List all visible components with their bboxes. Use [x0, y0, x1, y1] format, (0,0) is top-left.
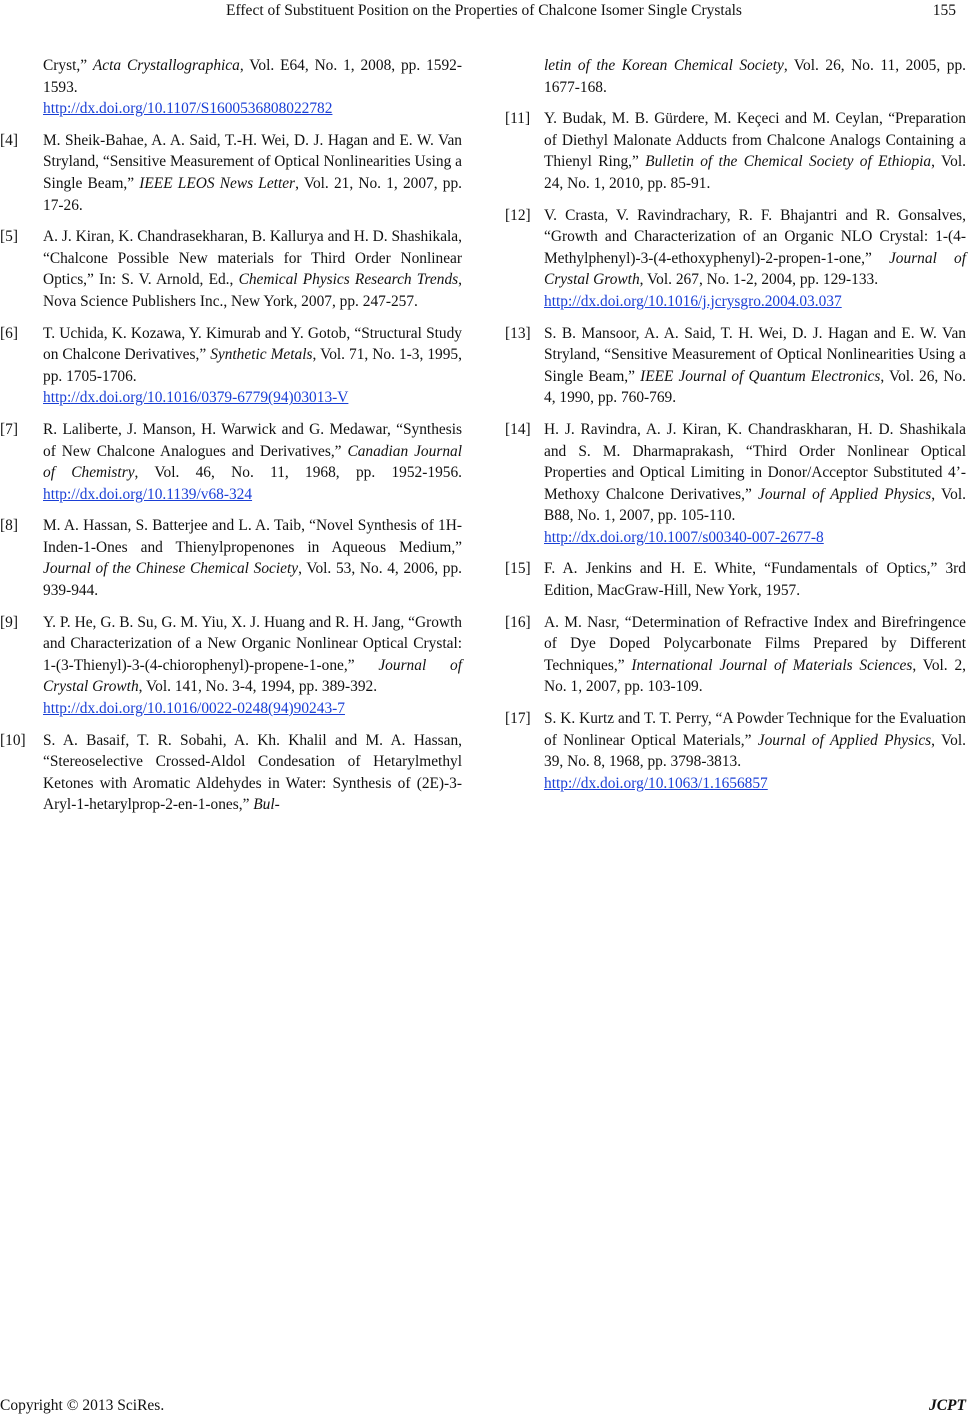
ref-text: A. M. Nasr, “Determination of Refractive Index and Birefringence of Dye Doped Polycarbonate Films Prepared by Different Techniques,” — [544, 613, 966, 674]
reference-item — [0, 419, 462, 505]
reference-item — [505, 612, 966, 698]
page-number: 155 — [932, 2, 956, 19]
ref-journal: IEEE Journal of Quantum Electronics — [640, 367, 881, 385]
reference-item — [505, 419, 966, 549]
doi-link[interactable]: http://dx.doi.org/10.1007/s00340-007-2677-8 — [544, 528, 824, 546]
ref-journal: International Journal of Materials Sciences — [631, 656, 913, 674]
ref-text: R. Laliberte, J. Manson, H. Warwick and G. Medawar, “Synthesis of New Chalcone Analogues and Derivatives,” — [43, 420, 462, 460]
ref-text-after: , Vol. 267, No. 1-2, 2004, pp. 129-133. — [639, 271, 879, 289]
ref-number: [4] — [0, 131, 18, 149]
ref-text-after: , Vol. 24, No. 1, 2010, pp. 85-91. — [544, 153, 966, 192]
ref-number: [12] — [505, 206, 531, 224]
ref-number: [10] — [0, 731, 26, 749]
ref-journal: Journal of Crystal Growth — [43, 656, 463, 696]
ref-journal: Journal of the Chinese Chemical Society — [43, 560, 299, 578]
doi-link[interactable]: http://dx.doi.org/10.1063/1.1656857 — [544, 774, 768, 792]
doi-link[interactable]: http://dx.doi.org/10.1016/0022-0248(94)90243-7 — [43, 700, 345, 718]
ref-number: [7] — [0, 420, 18, 438]
running-title: Effect of Substituent Position on the Properties of Chalcone Isomer Single Crystals — [226, 2, 742, 19]
ref-number: [9] — [0, 613, 18, 631]
ref-text: A. J. Kiran, K. Chandrasekharan, B. Kallurya and H. D. Shashikala, “Chalcone Possible New materials for Third Order Nonlinear Optics,” In: S. V. Arnold, Ed., — [43, 228, 462, 289]
ref-text: V. Crasta, V. Ravindrachary, R. F. Bhajantri and R. Gonsalves, “Growth and Characterization of an Organic NLO Crystal: 1-(4-Methylphenyl)-3-(4-ethoxyphenyl)-2-propen-1-one,” — [544, 206, 966, 267]
ref-text: M. Sheik-Bahae, A. A. Said, T.-H. Wei, D. J. Hagan and E. W. Van Stryland, “Sensitive Measurement of Optical Nonlinearities Using a Single Beam,” — [43, 131, 462, 192]
ref-number: [15] — [505, 560, 531, 578]
ref-text-after: , Vol. 53, No. 4, 2006, pp. 939-944. — [43, 560, 462, 600]
ref-journal: Journal of Applied Physics — [758, 485, 932, 503]
ref-number: [8] — [0, 517, 18, 535]
ref-journal: Chemical Physics Research Trends — [238, 271, 459, 289]
doi-link[interactable]: http://dx.doi.org/10.1016/j.jcrysgro.2004.03.037 — [544, 292, 842, 310]
reference-item — [0, 226, 462, 312]
ref-text-after: , Vol. 21, No. 1, 2007, pp. 17-26. — [43, 174, 462, 214]
ref-journal: Synthetic Metals — [210, 346, 313, 364]
reference-item — [505, 205, 966, 313]
ref-text-after: , Vol. 71, No. 1-3, 1995, pp. 1705-1706. — [43, 346, 462, 385]
reference-item — [0, 130, 462, 216]
ref-number: [6] — [0, 324, 18, 342]
ref-number: [17] — [505, 710, 531, 728]
doi-link[interactable]: http://dx.doi.org/10.1107/S1600536808022782 — [43, 100, 333, 118]
ref-number: [11] — [505, 110, 531, 128]
reference-item — [0, 730, 462, 816]
reference-item — [505, 323, 966, 409]
ref-text: Y. P. He, G. B. Su, G. M. Yiu, X. J. Huang and R. H. Jang, “Growth and Characterization of a New Organic Nonlinear Optical Crystal: 1-(3-Thienyl)-3-(4-chiorophenyl)-propene-1-one,” — [43, 613, 462, 674]
ref-text-after: , Vol. 39, No. 8, 1968, pp. 3798-3813. — [544, 731, 966, 771]
ref-journal: Acta Crystallographica — [92, 57, 240, 74]
ref-number: [16] — [505, 613, 531, 631]
ref-journal: IEEE LEOS News Letter — [139, 174, 296, 192]
ref-number: [14] — [505, 420, 531, 438]
ref-journal: letin of the Korean Chemical Society — [544, 57, 784, 74]
reference-item — [0, 515, 462, 601]
ref-text: Cryst,” — [43, 57, 93, 74]
reference-continuation — [505, 55, 966, 98]
ref-journal: Journal of Applied Physics — [757, 731, 932, 749]
copyright: Copyright © 2013 SciRes. — [0, 1397, 165, 1414]
ref-text: S. B. Mansoor, A. A. Said, T. H. Wei, D. J. Hagan and E. W. Van Stryland, “Sensitive Measurement of Optical Nonlinearities Using a Single Beam,” — [544, 324, 966, 385]
ref-journal: Bul- — [253, 796, 280, 814]
reference-item — [505, 708, 966, 794]
ref-text-after: , Vol. 26, No. 4, 1990, pp. 760-769. — [544, 367, 966, 407]
doi-link[interactable]: http://dx.doi.org/10.1016/0379-6779(94)03013-V — [43, 389, 349, 407]
ref-text: M. A. Hassan, S. Batterjee and L. A. Taib, “Novel Synthesis of 1H-Inden-1-Ones and Thienylpropenones in Aqueous Medium,” — [43, 517, 462, 556]
reference-item — [505, 108, 966, 194]
ref-text: F. A. Jenkins and H. E. White, “Fundamentals of Optics,” 3rd Edition, MacGraw-Hill, New York, 1957. — [544, 560, 966, 600]
ref-text: S. A. Basaif, T. R. Sobahi, A. Kh. Khalil and M. A. Hassan, “Stereoselective Crossed-Aldol Condesation of Hetarylmethyl Ketones with Aromatic Aldehydes in Water: Synthesis of (2E)-3-Aryl-1-hetarylprop-2-en-1-ones,” — [43, 731, 462, 814]
reference-item — [0, 612, 463, 720]
page-header — [0, 0, 968, 22]
ref-journal: Canadian Journal of Chemistry — [43, 442, 462, 482]
ref-text: H. J. Ravindra, A. J. Kiran, K. Chandraskharan, H. D. Shashikala and S. M. Dharmaprakash, “Third Order Nonlinear Optical Properties and Optical Limiting in Donor/Acceptor Substituted 4’-Methoxy Chalcone Derivatives,” — [544, 420, 966, 503]
doi-link[interactable]: http://dx.doi.org/10.1139/v68-324 — [43, 485, 253, 503]
ref-text-after: , Vol. 46, No. 11, 1968, pp. 1952-1956. — [134, 464, 462, 482]
journal-abbrev: JCPT — [928, 1397, 966, 1414]
ref-text-after: , Vol. B88, No. 1, 2007, pp. 105-110. — [544, 485, 966, 525]
ref-text: T. Uchida, K. Kozawa, Y. Kimurab and Y. Gotob, “Structural Study on Chalcone Derivatives,” — [43, 324, 462, 364]
reference-continuation — [38, 55, 462, 120]
left-column — [0, 55, 463, 826]
ref-text-after: , Vol. 26, No. 11, 2005, pp. 1677-168. — [544, 57, 966, 96]
ref-journal: Journal of Crystal Growth — [544, 249, 966, 289]
page-footer — [0, 1396, 968, 1416]
ref-number: [5] — [0, 228, 18, 246]
right-column — [505, 55, 966, 804]
ref-text-after: , Vol. 141, No. 3-4, 1994, pp. 389-392. — [138, 678, 378, 696]
reference-item — [0, 323, 462, 409]
ref-text: S. K. Kurtz and T. T. Perry, “A Powder Technique for the Evaluation of Nonlinear Optical Materials,” — [544, 710, 966, 749]
ref-journal: Bulletin of the Chemical Society of Ethiopia — [645, 153, 932, 171]
ref-number: [13] — [505, 324, 531, 342]
ref-text-after: , Vol. 2, No. 1, 2007, pp. 103-109. — [544, 656, 966, 696]
ref-text-after: , Vol. E64, No. 1, 2008, pp. 1592-1593. — [43, 57, 462, 96]
ref-text-after: , Nova Science Publishers Inc., New York, 2007, pp. 247-257. — [43, 271, 462, 310]
ref-text: Y. Budak, M. B. Gürdere, M. Keçeci and M. Ceylan, “Preparation of Diethyl Malonate Adducts from Chalcone Analogs Containing a Thienyl Ring,” — [544, 110, 966, 171]
reference-item — [505, 558, 966, 601]
